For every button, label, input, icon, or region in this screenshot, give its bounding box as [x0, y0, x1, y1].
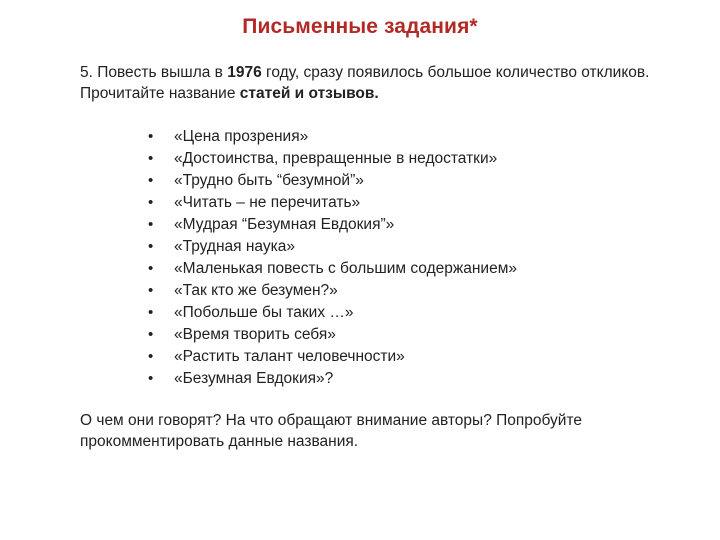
bullet: •: [148, 150, 154, 167]
bullet: •: [148, 282, 154, 299]
intro-year: 1976: [227, 64, 262, 81]
bullet: •: [148, 238, 154, 255]
list-item-text: «Побольше бы таких …»: [174, 304, 354, 321]
list-item: [146, 126, 517, 148]
list-item: [146, 258, 517, 280]
bullet: •: [148, 370, 154, 387]
titles-list: [146, 126, 517, 390]
slide-title: Письменные задания*: [242, 15, 478, 38]
bullet: •: [148, 128, 154, 145]
list-item: [146, 280, 517, 302]
list-item-text: «Время творить себя»: [174, 326, 336, 343]
intro-text-1: 5. Повесть вышла в: [80, 64, 228, 81]
bullet: •: [148, 304, 154, 321]
list-item: [146, 192, 517, 214]
bullet: •: [148, 326, 154, 343]
bullet: •: [148, 194, 154, 211]
list-item-text: «Читать – не перечитать»: [174, 194, 361, 211]
list-item: [146, 324, 517, 346]
list-item: [146, 236, 517, 258]
list-item-text: «Маленькая повесть с большим содержанием»: [174, 260, 517, 277]
list-item-text: «Трудная наука»: [174, 238, 295, 255]
list-item-text: «Безумная Евдокия»?: [174, 370, 334, 387]
list-item: [146, 170, 517, 192]
bullet: •: [148, 172, 154, 189]
list-item-text: «Цена прозрения»: [174, 128, 309, 145]
list-item-text: «Растить талант человечности»: [174, 348, 405, 365]
list-item: [146, 214, 517, 236]
list-item: [146, 368, 517, 390]
list-item: [146, 346, 517, 368]
list-item: [146, 148, 517, 170]
list-item-text: «Мудрая “Безумная Евдокия”»: [174, 216, 395, 233]
bullet: •: [148, 216, 154, 233]
list-item-text: «Трудно быть “безумной”»: [174, 172, 364, 189]
list-item-text: «Достоинства, превращенные в недостатки»: [174, 150, 498, 167]
closing-question: О чем они говорят? На что обращают внимание авторы? Попробуйте прокомментировать данные названия.: [80, 412, 583, 450]
bullet: •: [148, 348, 154, 365]
list-item-text: «Так кто же безумен?»: [174, 282, 338, 299]
bullet: •: [148, 260, 154, 277]
intro-emphasis: статей и отзывов.: [239, 85, 379, 102]
task-intro: [80, 62, 680, 104]
list-item: [146, 302, 517, 324]
intro-text-2: году, сразу появилось большое количество откликов. Прочитайте название: [80, 64, 650, 102]
